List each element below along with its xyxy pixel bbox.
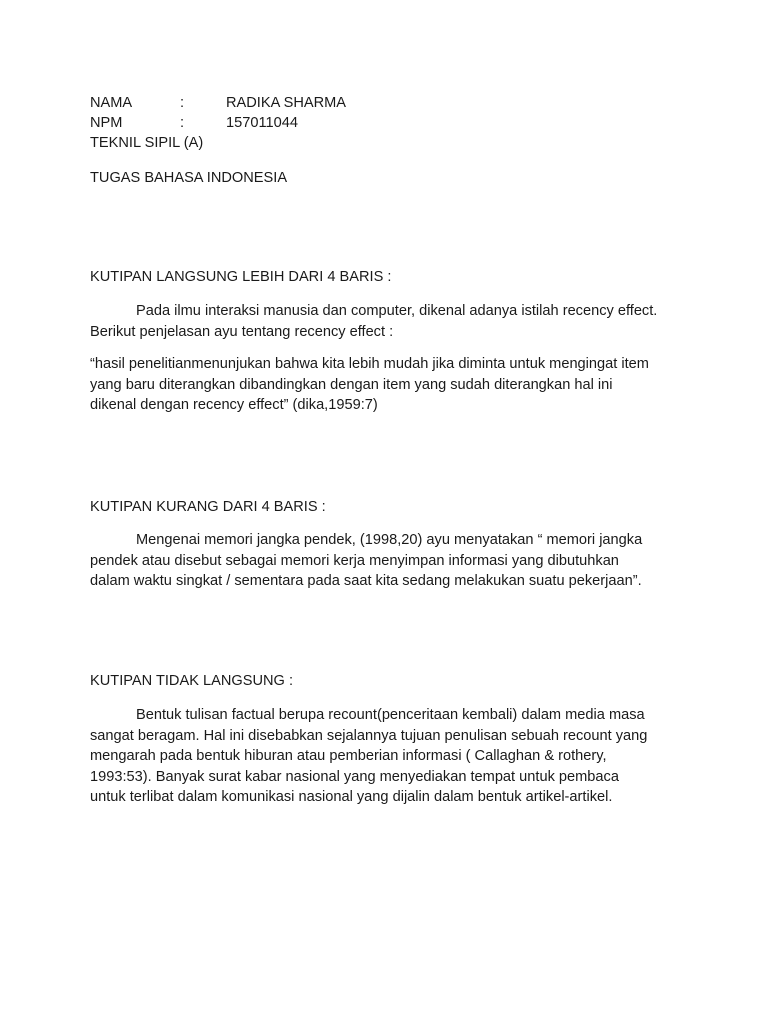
- npm-colon: :: [180, 115, 185, 131]
- heading-indirect: KUTIPAN TIDAK LANGSUNG :: [90, 673, 294, 689]
- paragraph-line: dalam waktu singkat / sementara pada saat kita sedang melakukan suatu pekerjaan”.: [90, 573, 642, 589]
- paragraph-line: Pada ilmu interaksi manusia dan computer, dikenal adanya istilah recency effect.: [136, 303, 658, 319]
- nama-value: RADIKA SHARMA: [226, 95, 347, 111]
- npm-label: NPM: [90, 115, 123, 131]
- paragraph-line: 1993:53). Banyak surat kabar nasional yang menyediakan tempat untuk pembaca: [90, 768, 619, 785]
- paragraph-line: Mengenai memori jangka pendek, (1998,20) ayu menyatakan “ memori jangka: [136, 532, 643, 548]
- paragraph-direct-short: [90, 530, 690, 592]
- heading-direct-short: KUTIPAN KURANG DARI 4 BARIS :: [90, 499, 326, 515]
- paragraph-line: Bentuk tulisan factual berupa recount(penceritaan kembali) dalam media masa: [136, 707, 645, 723]
- paragraph-line: untuk terlibat dalam komunikasi nasional yang dijalin dalam bentuk artikel-artikel.: [90, 789, 613, 805]
- paragraph-line: Berikut penjelasan ayu tentang recency effect :: [90, 323, 394, 340]
- npm-value: 157011044: [226, 115, 298, 131]
- paragraph-line: pendek atau disebut sebagai memori kerja menyimpan informasi yang dibutuhkan: [90, 552, 619, 569]
- nama-colon: :: [180, 95, 185, 111]
- paragraph-indirect: [90, 705, 690, 808]
- paragraph-direct-long-intro: [90, 301, 690, 342]
- heading-direct-long: KUTIPAN LANGSUNG LEBIH DARI 4 BARIS :: [90, 269, 392, 285]
- nama-label: NAMA: [90, 95, 133, 111]
- quote-line: yang baru diterangkan dibandingkan dengan item yang sudah diterangkan hal ini: [90, 376, 613, 393]
- class-line: TEKNIL SIPIL (A): [90, 135, 204, 151]
- paragraph-line: mengarah pada bentuk hiburan atau pemberian informasi ( Callaghan & rothery,: [90, 748, 607, 764]
- quote-line: “hasil penelitianmenunjukan bahwa kita lebih mudah jika diminta untuk mengingat item: [90, 356, 649, 372]
- quote-line: dikenal dengan recency effect” (dika,1959:7): [90, 397, 378, 413]
- assignment-title: TUGAS BAHASA INDONESIA: [90, 170, 288, 186]
- paragraph-line: sangat beragam. Hal ini disebabkan sejalannya tujuan penulisan sebuah recount yang: [90, 727, 648, 744]
- block-quote-direct-long: [90, 354, 690, 416]
